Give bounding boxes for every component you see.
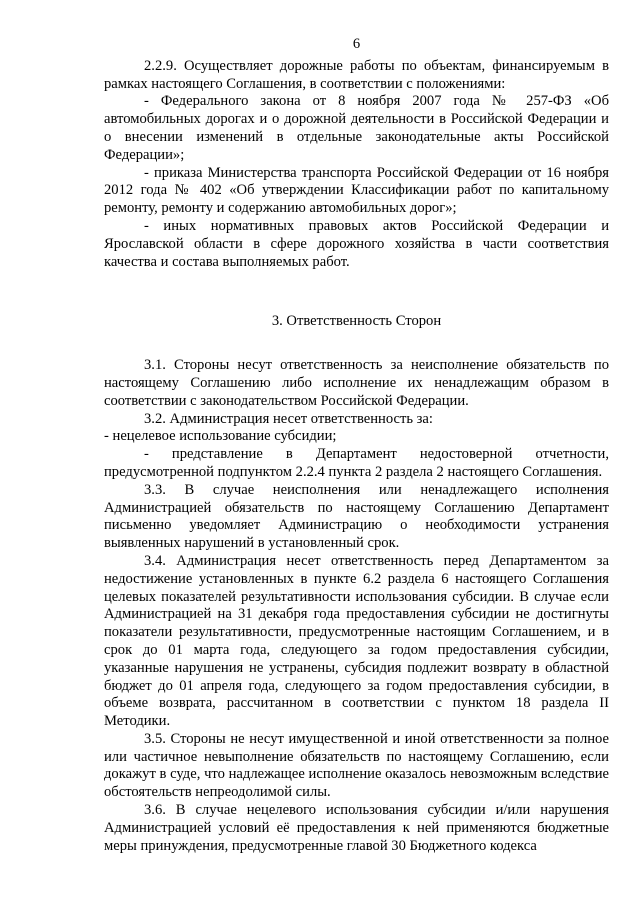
- list-item-other-acts: - иных нормативных правовых актов Российской Федерации и Ярославской области в сфере дорожного хозяйства в части соответствия качества и состава выполняемых работ.: [104, 217, 609, 270]
- paragraph-3-5: 3.5. Стороны не несут имущественной и иной ответственности за полное или частичное невыполнение обязательств по настоящему Соглашению, если докажут в суде, что надлежащее исполнение оказалось невозможным вследствие обстоятельств непреодолимой силы.: [104, 730, 609, 801]
- paragraph-3-3: 3.3. В случае неисполнения или ненадлежащего исполнения Администрацией обязательств по настоящему Соглашению Департамент письменно уведомляет Администрацию о необходимости устранения выявленных нарушений в установленный срок.: [104, 481, 609, 552]
- paragraph-3-1: 3.1. Стороны несут ответственность за неисполнение обязательств по настоящему Соглашению либо исполнение их ненадлежащим образом в соответствии с законодательством Российской Федерации.: [104, 357, 609, 409]
- list-item-misuse: - нецелевое использование субсидии;: [104, 428, 337, 445]
- list-item-federal-law: - Федерального закона от 8 ноября 2007 года № 257-ФЗ «Об автомобильных дорогах и о дорожной деятельности в Российской Федерации и о внесении изменений в отдельные законодательные акты Российской Федерации»;: [104, 93, 609, 163]
- paragraph-3-4: 3.4. Администрация несет ответственность перед Департаментом за недостижение установленных в пункте 6.2 раздела 6 настоящего Соглашения целевых показателей результативности использования субсидии. В случае если Администрацией на 31 декабря года предоставления субсидии не достигнуты показатели результативности, предусмотренные настоящим Соглашением, и в срок до 01 марта года, следующего за годом предоставления субсидии, указанные нарушения не устранены, субсидия подлежит возврату в областной бюджет до 01 апреля года, следующего за годом предоставления субсидии, в объеме возврата, рассчитанном в соответствии с пунктом 18 раздела II Методики.: [104, 552, 609, 730]
- section-title: 3. Ответственность Сторон: [271, 313, 442, 330]
- paragraph-3-6: 3.6. В случае нецелевого использования субсидии и/или нарушения Администрацией условий её предоставления к ней применяются бюджетные меры принуждения, предусмотренные главой 30 Бюджетного кодекса: [104, 802, 609, 854]
- paragraph-2-2-9: 2.2.9. Осуществляет дорожные работы по объектам, финансируемым в рамках настоящего Соглашения, в соответствии с положениями:: [104, 57, 609, 92]
- list-item-false-reporting: - представление в Департамент недостоверной отчетности, предусмотренной подпунктом 2.2.4 пункта 2 раздела 2 настоящего Соглашения.: [104, 446, 609, 480]
- page-number: 6: [352, 36, 361, 52]
- document-page: [104, 36, 609, 855]
- paragraph-3-2: 3.2. Администрация несет ответственность за:: [144, 410, 433, 427]
- list-item-ministry-order: - приказа Министерства транспорта Российской Федерации от 16 ноября 2012 года № 402 «Об утверждении Классификации работ по капитальному ремонту, ремонту и содержанию автомобильных дорог»;: [104, 164, 609, 217]
